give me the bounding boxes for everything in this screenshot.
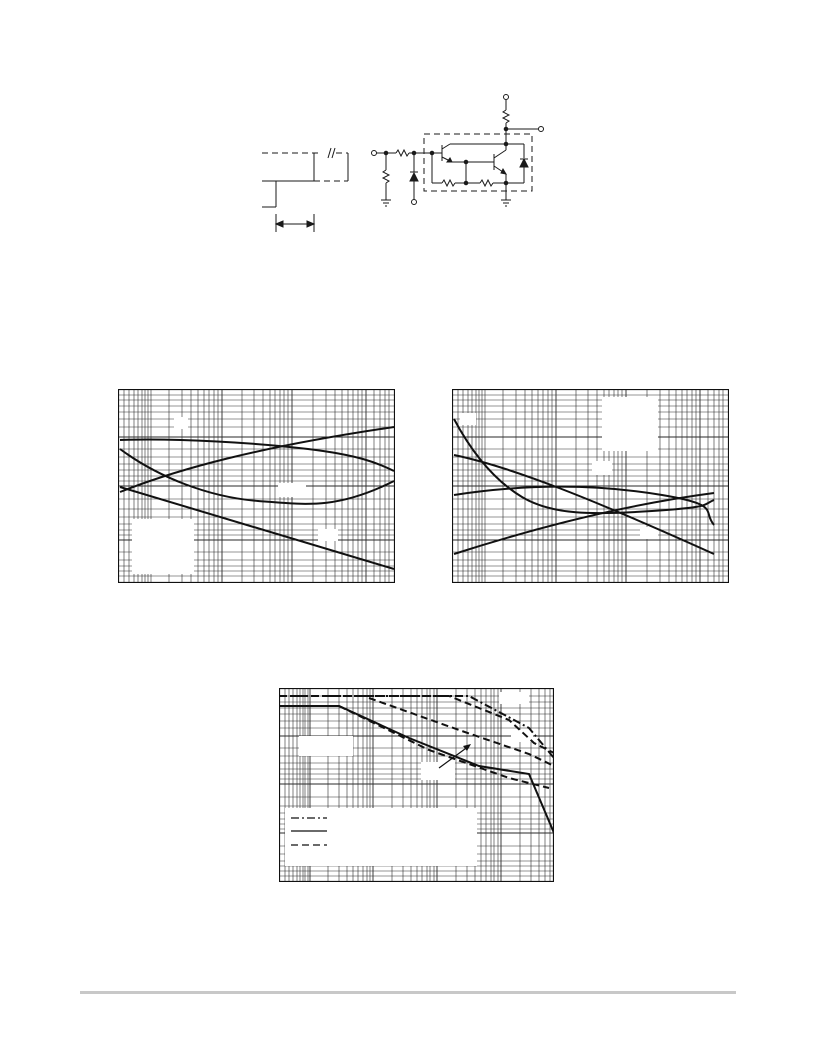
left-annotation-box-3 xyxy=(318,529,338,541)
bottom-log-chart xyxy=(279,688,554,882)
darlington-transistor-pair xyxy=(424,129,532,206)
right-chart-curves xyxy=(454,419,714,554)
right-log-chart xyxy=(452,389,729,583)
input-pulse-waveform xyxy=(262,148,348,232)
right-annotation-box-1 xyxy=(592,461,612,475)
bottom-annotation-box-3 xyxy=(499,692,529,704)
bottom-annotation-box-1 xyxy=(299,736,353,756)
left-annotation-box-2 xyxy=(174,417,188,429)
left-log-chart xyxy=(118,389,395,583)
right-chart-grid xyxy=(452,389,729,583)
right-curve-3 xyxy=(454,487,714,525)
bottom-annotation-box-2 xyxy=(421,762,455,780)
right-annotation-box-3 xyxy=(460,413,476,425)
bottom-legend-box xyxy=(285,808,477,866)
input-network xyxy=(372,150,433,206)
switching-test-circuit xyxy=(255,88,555,233)
bottom-annotation-box-4 xyxy=(511,730,533,742)
left-annotation-box-1 xyxy=(278,483,306,497)
right-curve-4 xyxy=(454,493,714,554)
right-legend-box xyxy=(602,397,658,451)
footer-rule xyxy=(80,991,736,994)
left-legend-box xyxy=(132,519,194,574)
collector-load xyxy=(503,95,544,132)
